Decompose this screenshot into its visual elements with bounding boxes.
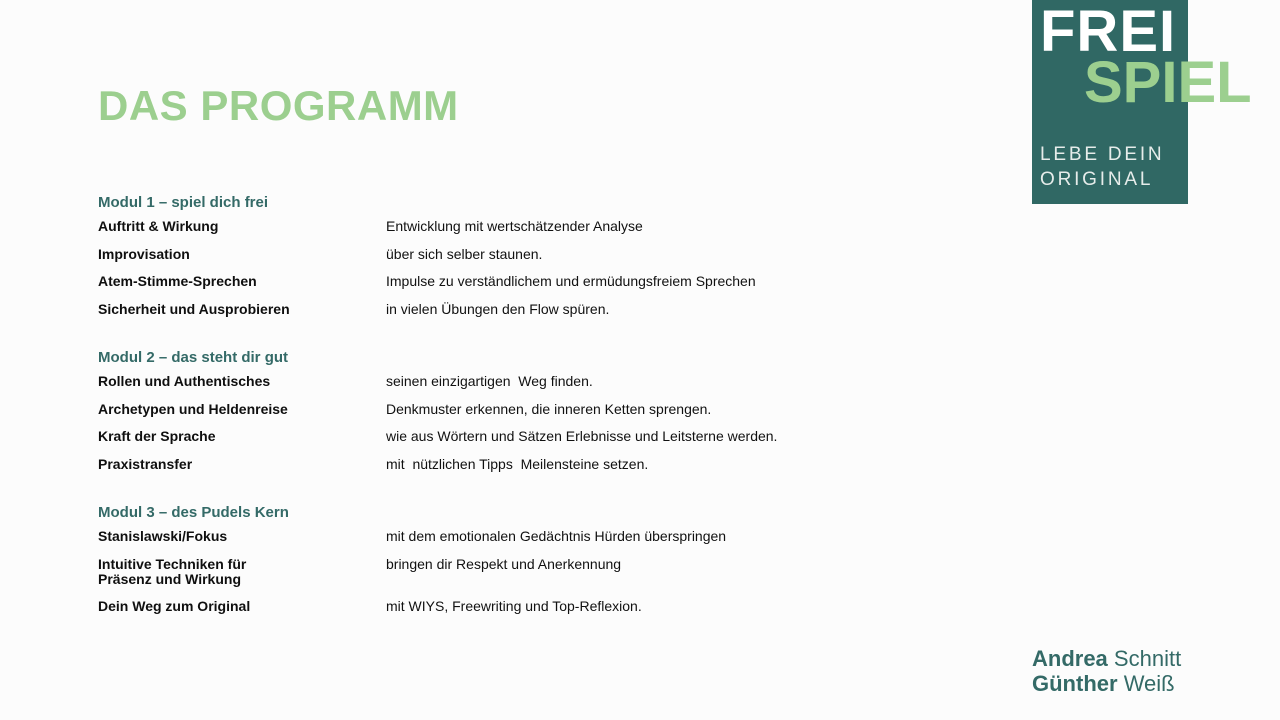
program-item-row [98,302,858,330]
program-item-row [98,599,858,627]
program-item-description: bringen dir Respekt und Anerkennung [386,555,622,572]
program-item-title: Intuitive Techniken für Präsenz und Wirkung [98,555,247,587]
program-item-title: Improvisation [98,245,190,262]
author-last-name: Schnitt [1113,646,1182,671]
program-item-title: Dein Weg zum Original [98,597,251,614]
program-item-row [98,374,858,402]
program-item-description: mit nützlichen Tipps Meilensteine setzen. [386,455,649,472]
module-1 [98,192,858,329]
logo-tagline-line-2: ORIGINAL [1040,169,1154,190]
module-2 [98,347,858,484]
author-guenther-weiss [1032,671,1181,696]
program-item-title: Atem-Stimme-Sprechen [98,273,257,289]
module-heading: Modul 2 – das steht dir gut [98,349,289,366]
program-item-description: wie aus Wörtern und Sätzen Erlebnisse und Leitsterne werden. [386,428,778,444]
logo-tagline [1040,142,1182,192]
program-item-title: Sicherheit und Ausprobieren [98,300,290,317]
program-item-description: Impulse zu verständlichem und ermüdungsfreiem Sprechen [386,273,756,289]
program-item-row [98,429,858,457]
program-item-title: Archetypen und Heldenreise [98,400,288,417]
program-item-description: mit dem emotionalen Gedächtnis Hürden überspringen [386,528,727,544]
program-item-description: seinen einzigartigen Weg finden. [386,373,593,389]
module-items [98,219,858,329]
program-item-description: über sich selber staunen. [386,245,543,262]
program-item-row [98,402,858,430]
program-item-title: Rollen und Authentisches [98,373,271,389]
module-items [98,529,858,626]
logo-spiel-text: SPIEL [1084,50,1252,115]
logo-tagline-line-1: LEBE DEIN [1040,144,1165,165]
program-item-title: Praxistransfer [98,455,193,472]
program-item-row [98,247,858,275]
program-item-title: Stanislawski/Fokus [98,528,228,544]
module-heading: Modul 3 – des Pudels Kern [98,504,289,521]
program-modules [98,192,858,644]
program-item-description: Denkmuster erkennen, die inneren Ketten sprengen. [386,400,712,417]
program-item-description: in vielen Übungen den Flow spüren. [386,300,610,317]
page-title: DAS PROGRAMM [98,82,459,129]
module-items [98,374,858,484]
program-item-row [98,274,858,302]
program-item-description: mit WIYS, Freewriting und Top-Reflexion. [386,597,642,614]
author-first-name: Günther [1032,671,1118,696]
program-item-row [98,457,858,485]
author-last-name: Weiß [1123,671,1175,696]
module-heading: Modul 1 – spiel dich frei [98,194,269,211]
program-item-row [98,529,858,557]
program-item-row [98,219,858,247]
program-item-description: Entwicklung mit wertschätzender Analyse [386,218,643,234]
logo-frei-text: FREI [1040,0,1177,64]
program-item-title: Auftritt & Wirkung [98,218,219,234]
module-3 [98,502,858,626]
program-item-row [98,557,858,599]
author-andrea-schnitt [1032,646,1181,671]
author-first-name: Andrea [1032,646,1108,671]
author-credits [1032,646,1181,696]
program-item-title: Kraft der Sprache [98,428,216,444]
